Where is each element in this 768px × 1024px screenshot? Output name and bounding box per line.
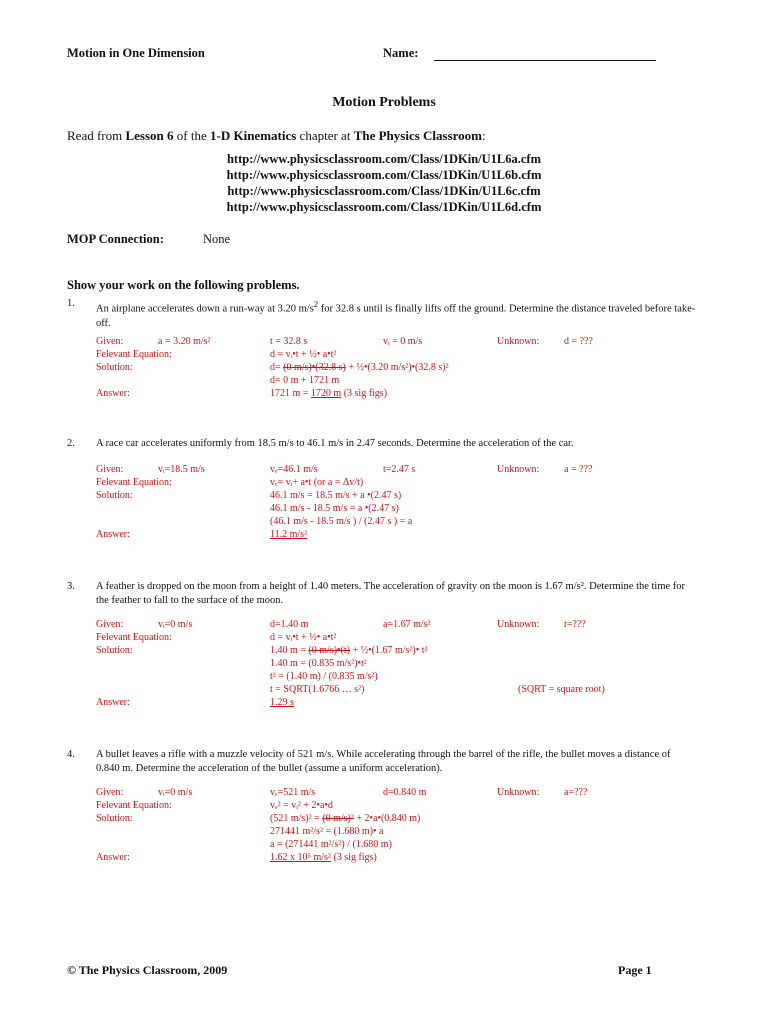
worksheet-topic: Motion in One Dimension <box>67 46 205 60</box>
equation-label: Felevant Equation: <box>96 632 172 643</box>
problem-number: 4. <box>67 749 75 760</box>
lesson-url[interactable]: http://www.physicsclassroom.com/Class/1DKin/U1L6a.cfm <box>226 152 541 166</box>
solution-step: 46.1 m/s = 18.5 m/s + a •(2.47 s) <box>270 490 402 501</box>
solution-step: a = (271441 m²/s²) / (1.680 m) <box>270 839 392 850</box>
solution-step: 1.40 m = (0.835 m/s²)•t² <box>270 658 367 669</box>
read-from-line <box>67 128 486 144</box>
unknown-value: a = ??? <box>564 464 593 475</box>
solution-label: Solution: <box>96 645 133 656</box>
problem-number: 2. <box>67 438 75 449</box>
lesson-url[interactable]: http://www.physicsclassroom.com/Class/1DKin/U1L6d.cfm <box>226 200 542 214</box>
unknown-label: Unknown: <box>497 336 540 347</box>
equation: d = vᵢ•t + ½• a•t² <box>270 632 337 643</box>
read-from-of: of the <box>173 128 210 143</box>
equation: vₑ= vᵢ+ a•t (or a = Δv/t) <box>270 477 364 488</box>
mop-value: None <box>203 232 231 246</box>
solution-step: d= 0 m + 1721 m <box>270 375 340 386</box>
answer-label: Answer: <box>96 697 130 708</box>
instruction: Show your work on the following problems. <box>67 278 300 292</box>
chapter-ref: 1-D Kinematics <box>210 128 297 143</box>
equation-label: Felevant Equation: <box>96 800 172 811</box>
unknown-label: Unknown: <box>497 619 540 630</box>
given-value: d=0.840 m <box>383 787 427 798</box>
solution-step <box>270 813 420 824</box>
question-text: An airplane accelerates down a run-way at 3.20 m/s <box>96 303 314 315</box>
question-superscript: 2 <box>313 299 319 309</box>
answer-text: (3 sig figs) <box>341 388 388 399</box>
unknown-value: t=??? <box>564 619 586 630</box>
given-label: Given: <box>96 787 124 798</box>
unknown-label: Unknown: <box>497 787 540 798</box>
solution-step: t² = (1.40 m) / (0.835 m/s²) <box>270 671 378 682</box>
lesson-url[interactable]: http://www.physicsclassroom.com/Class/1DKin/U1L6c.cfm <box>227 184 541 198</box>
solution-step: (46.1 m/s - 18.5 m/s ) / (2.47 s ) = a <box>270 516 413 527</box>
equation: d = vᵢ•t + ½• a•t² <box>270 349 337 360</box>
name-blank-line <box>434 60 656 61</box>
solution-step: 46.1 m/s - 18.5 m/s = a •(2.47 s) <box>270 503 399 514</box>
given-value: d=1.40 m <box>270 619 309 630</box>
cancelled-term: (0 m/s)² <box>322 813 354 824</box>
solution-note: (SQRT = square root) <box>518 684 605 695</box>
site-name: The Physics Classroom <box>353 128 483 143</box>
answer-label: Answer: <box>96 388 130 399</box>
answer-value: 1.29 s <box>270 697 294 708</box>
given-value: a = 3.20 m/s² <box>158 336 211 347</box>
problem-question: A race car accelerates uniformly from 18.5 m/s to 46.1 m/s in 2.47 seconds. Determine the acceleration of the car. <box>96 438 574 449</box>
unknown-value: d = ??? <box>564 336 593 347</box>
given-value: vᵢ=18.5 m/s <box>158 464 205 475</box>
equation: vₑ² = vᵢ² + 2•a•d <box>270 800 333 811</box>
read-from-at: chapter at <box>296 128 354 143</box>
answer-final: 1.62 x 10⁵ m/s² <box>270 852 331 863</box>
question-text: for 32.8 s until is finally lifts off the ground. Determine the distance traveled before take-off. <box>96 303 696 329</box>
page-title: Motion Problems <box>332 95 436 110</box>
solution-step: 271441 m²/s² = (1.680 m)• a <box>270 826 384 837</box>
answer-value <box>270 388 387 399</box>
given-label: Given: <box>96 619 124 630</box>
solution-text: + 2•a•(0.840 m) <box>353 813 421 824</box>
problem-question <box>96 297 696 331</box>
answer-final: 1720 m <box>310 388 342 399</box>
given-value: vᵢ=0 m/s <box>158 619 193 630</box>
given-label: Given: <box>96 464 124 475</box>
unknown-value: a=??? <box>564 787 588 798</box>
unknown-label: Unknown: <box>497 464 540 475</box>
solution-label: Solution: <box>96 362 133 373</box>
page-number: Page 1 <box>618 963 652 977</box>
given-value: vᵢ=0 m/s <box>158 787 193 798</box>
name-label: Name: <box>383 46 419 60</box>
given-value: vₑ=521 m/s <box>270 787 316 798</box>
mop-label: MOP Connection: <box>67 232 164 246</box>
solution-text: + ½•(3.20 m/s²)•(32.8 s)² <box>345 362 449 373</box>
answer-text: 1721 m = <box>270 388 311 399</box>
answer-text: (3 sig figs) <box>330 852 377 863</box>
cancelled-term: (0 m/s)•(32.8 s) <box>283 362 346 373</box>
solution-text: + ½•(1.67 m/s²)• t² <box>349 645 428 656</box>
footer-copyright: © The Physics Classroom, 2009 <box>67 963 228 977</box>
given-value: t = 32.8 s <box>270 336 308 347</box>
problem-question: A feather is dropped on the moon from a height of 1.40 meters. The acceleration of gravity on the moon is 1.67 m/s². Determine the time for the feather to fall to the surface of the moon. <box>96 581 686 606</box>
solution-text: 1.40 m = <box>270 645 309 656</box>
solution-step <box>270 645 428 656</box>
solution-step <box>270 362 449 373</box>
lesson-ref: Lesson 6 <box>125 128 174 143</box>
problem-number: 3. <box>67 581 75 592</box>
answer-label: Answer: <box>96 852 130 863</box>
lesson-url[interactable]: http://www.physicsclassroom.com/Class/1DKin/U1L6b.cfm <box>226 168 542 182</box>
solution-step: t = SQRT(1.6766 … s²) <box>270 684 365 695</box>
problem-question: A bullet leaves a rifle with a muzzle velocity of 521 m/s. While accelerating through the barrel of the rifle, the bullet moves a distance of 0.840 m. Determine the acceleration of the bullet (assume a uniform acceleration). <box>96 749 671 774</box>
given-value: vᵢ = 0 m/s <box>383 336 423 347</box>
given-value: t=2.47 s <box>383 464 416 475</box>
solution-label: Solution: <box>96 490 133 501</box>
equation-label: Felevant Equation: <box>96 349 172 360</box>
given-value: vₑ=46.1 m/s <box>270 464 318 475</box>
problem-number: 1. <box>67 298 75 309</box>
solution-text: d= <box>270 362 284 373</box>
solution-label: Solution: <box>96 813 133 824</box>
answer-label: Answer: <box>96 529 130 540</box>
solution-text: (521 m/s)² = <box>270 813 323 824</box>
answer-value <box>270 852 377 863</box>
answer-value: 11.2 m/s² <box>270 529 308 540</box>
given-label: Given: <box>96 336 124 347</box>
read-from-colon: : <box>482 128 486 143</box>
cancelled-term: (0 m/s)•(t) <box>308 645 350 656</box>
equation-label: Felevant Equation: <box>96 477 172 488</box>
read-from-prefix: Read from <box>67 128 126 143</box>
given-value: a=1.67 m/s² <box>383 619 431 630</box>
